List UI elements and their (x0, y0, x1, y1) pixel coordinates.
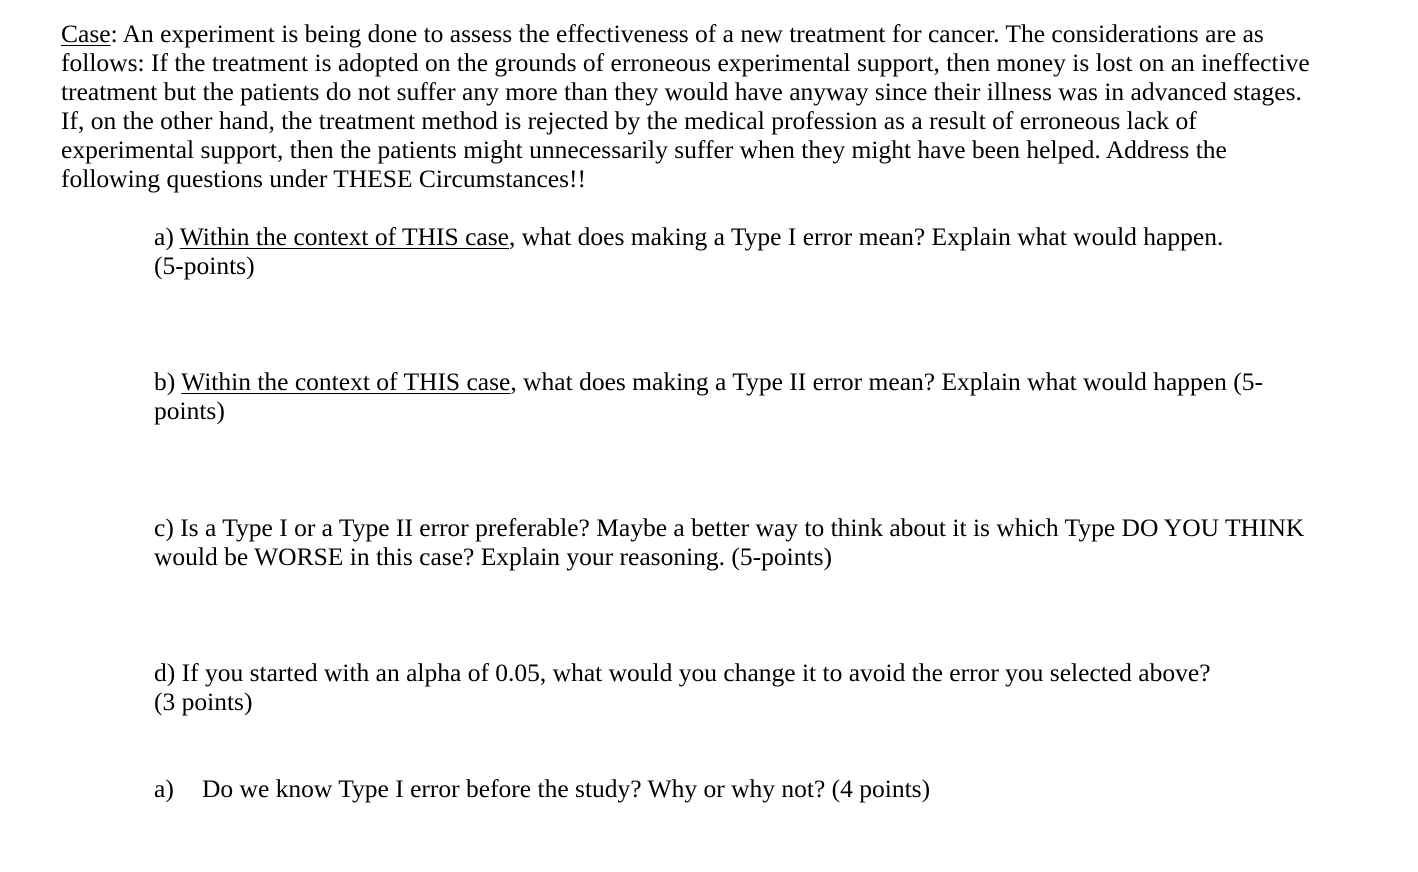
question-d-points: (3 points) (154, 687, 253, 716)
question-a-marker: a) (154, 222, 180, 251)
question-a-points: (5-points) (154, 251, 255, 280)
question-e (154, 774, 1394, 803)
question-b-marker: b) (154, 367, 182, 396)
case-line-2: follows: If the treatment is adopted on the grounds of erroneous experimental support, then money is lost on an ineffective (61, 48, 1310, 77)
question-a-line-1 (154, 222, 1394, 251)
question-e-text: Do we know Type I error before the study? Why or why not? (4 points) (202, 774, 931, 803)
case-paragraph (61, 19, 1381, 193)
case-line-5: experimental support, then the patients might unnecessarily suffer when they might have been helped. Address the (61, 135, 1227, 164)
question-d (154, 658, 1394, 716)
question-e-line (154, 774, 1394, 803)
case-label: Case (61, 19, 111, 48)
case-line-6: following questions under THESE Circumstances!! (61, 164, 587, 193)
question-b-underlined: Within the context of THIS case (181, 367, 511, 396)
question-b-text: , what does making a Type II error mean? Explain what would happen (5- (510, 367, 1263, 396)
question-c-line-2: would be WORSE in this case? Explain your reasoning. (5-points) (154, 542, 832, 571)
question-a-underlined: Within the context of THIS case (179, 222, 509, 251)
case-line-1 (61, 19, 1381, 48)
case-line-4: If, on the other hand, the treatment method is rejected by the medical profession as a result of erroneous lack of (61, 106, 1197, 135)
question-b-points: points) (154, 396, 225, 425)
question-b-line-1 (154, 367, 1394, 396)
question-b (154, 367, 1394, 425)
question-c-line-1: c) Is a Type I or a Type II error preferable? Maybe a better way to think about it is which Type DO YOU THINK (154, 513, 1305, 542)
question-a-text: , what does making a Type I error mean? Explain what would happen. (508, 222, 1224, 251)
question-c (154, 513, 1394, 571)
question-d-line-1: d) If you started with an alpha of 0.05, what would you change it to avoid the error you selected above? (154, 658, 1211, 687)
question-e-marker: a) (154, 774, 174, 803)
case-line-1-text: : An experiment is being done to assess the effectiveness of a new treatment for cancer. The considerations are as (110, 19, 1264, 48)
question-a (154, 222, 1394, 280)
case-line-3: treatment but the patients do not suffer any more than they would have anyway since their illness was in advanced stages. (61, 77, 1302, 106)
